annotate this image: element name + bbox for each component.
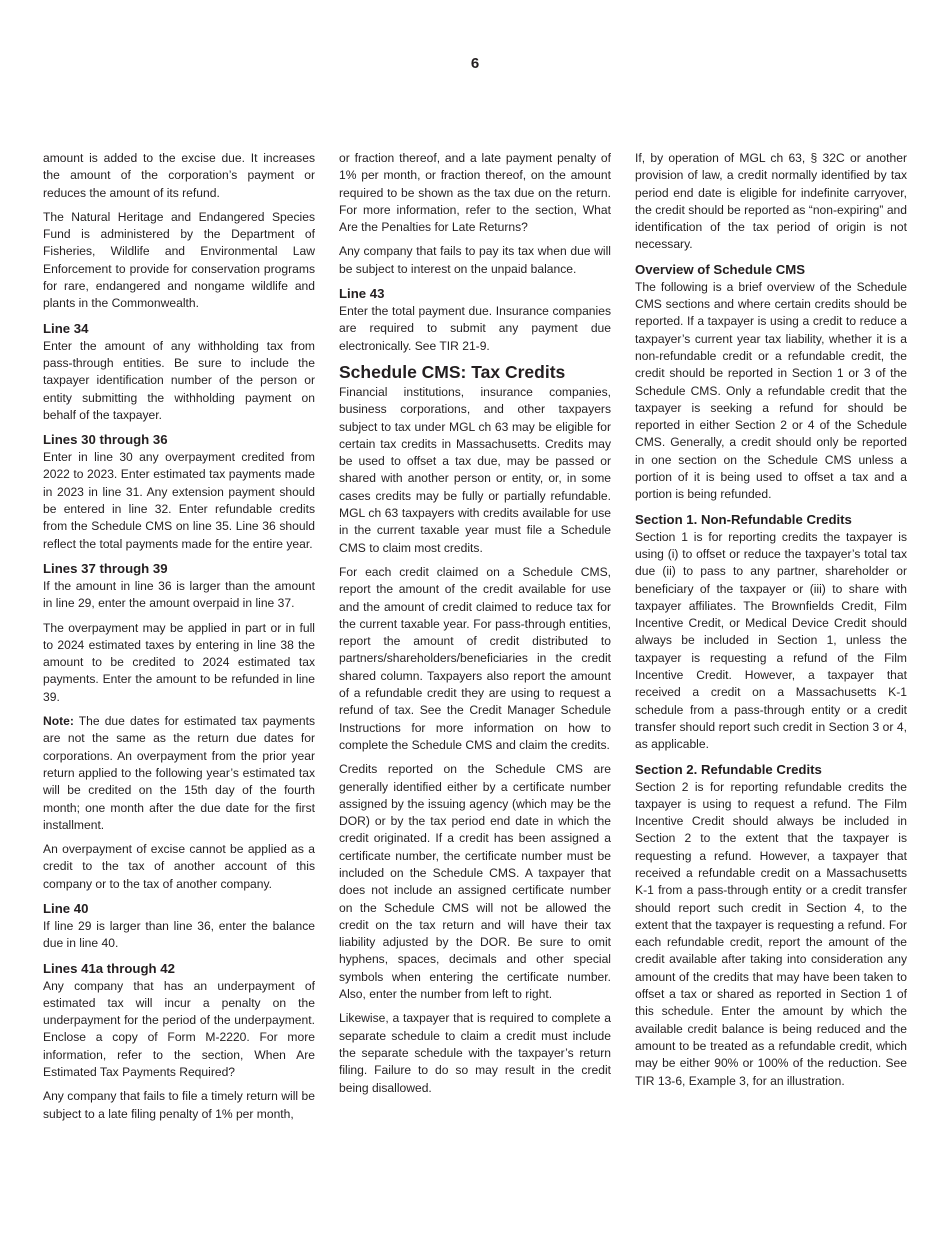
paragraph: An overpayment of excise cannot be applied as a credit to the tax of another account of this company or to the tax of another company. [43, 842, 315, 891]
section-heading: Lines 37 through 39 [43, 560, 168, 576]
section-heading: Line 43 [339, 286, 385, 302]
paragraph: Section 1 is for reporting credits the taxpayer is using (i) to offset or reduce the taxpayer’s total tax due (ii) to pass to any partner, shareholder or beneficiary of the taxpayer or (iii) to share with taxpayer affiliates. The Brownfields Credit, Film Incentive Credit, or Medical Device Credit should always be included in Section 1, unless the taxpayer is requesting a refund of the Film Incentive Credit. However, a taxpayer that received a credit on a Massachusetts K-1 schedule from a pass-through entity or a credit transfer should report such credit in Section 3 or 4, as applicable. [635, 529, 907, 752]
paragraph: For each credit claimed on a Schedule CMS, report the amount of the credit available for use and the amount of credit claimed to reduce tax for the current taxable year. For pass-through entities, report the amount of credit distributed to partners/shareholders/beneficiaries in the credit shared column. Taxpayers also report the amount of a refundable credit they are using to request a refund of tax. See the Credit Manager Schedule Instructions for more information on how to complete the Schedule CMS and claim the credits. [339, 564, 611, 752]
section-heading: Lines 41a through 42 [43, 960, 175, 976]
paragraph: or fraction thereof, and a late payment penalty of 1% per month, or fraction thereof, on the amount required to be shown as the tax due on the return. For more information, refer to the section, What Are the Penalties for Late Returns? [339, 151, 611, 235]
section-heading: Line 40 [43, 900, 89, 916]
paragraph: The following is a brief overview of the Schedule CMS sections and where certain credits should be reported. If a taxpayer is using a credit to reduce a taxpayer’s current year tax liability, whether it is a non-refundable credit or a refundable credit, the credit should be reported in Section 1 or 3 of the Schedule CMS. Only a refundable credit that the taxpayer is seeking a refund for should be reported in either Section 2 or 4 of the Schedule CMS. Generally, a credit should only be reported in one section on the Schedule CMS unless a portion of it is being used to offset a tax and a portion is being refunded. [635, 279, 907, 502]
column-left [43, 150, 315, 1130]
paragraph: Enter in line 30 any overpayment credited from 2022 to 2023. Enter estimated tax payments made in 2023 in line 31. Any extension payment should be entered in line 32. Enter refundable credits from the Schedule CMS on line 35. Line 36 should reflect the total payments made for the entire year. [43, 450, 315, 551]
paragraph: The overpayment may be applied in part or in full to 2024 estimated taxes by entering in line 38 the amount to be credited to 2024 estimated tax payments. Enter the amount to be refunded in line 39. [43, 620, 315, 704]
paragraph: Financial institutions, insurance companies, business corporations, and other taxpayers subject to tax under MGL ch 63 may be eligible for certain tax credits in Massachusetts. Credits may be used to offset a tax due, may be passed or shared with another person or entity, or, in some cases credits may be fully or partially refundable. MGL ch 63 taxpayers with credits available for use in the current taxable year must file a Schedule CMS to claim most credits. [339, 384, 611, 555]
section-heading: Section 1. Non-Refundable Credits [635, 511, 852, 527]
section-heading: Overview of Schedule CMS [635, 261, 806, 277]
note-label: Note: [43, 714, 74, 729]
column-right [635, 150, 907, 1097]
paragraph: Any company that fails to file a timely return will be subject to a late filing penalty of 1% per month, [43, 1089, 315, 1121]
paragraph: Section 2 is for reporting refundable credits the taxpayer is using to request a refund. The Film Incentive Credit should always be included in Section 2 to the extent that the taxpayer is requesting a refund. However, a taxpayer that received a refundable credit on a Massachusetts K-1 from a pass-through entity or a credit transfer should report such credit in Section 4, to the extent that the taxpayer is requesting a refund. For each refundable credit, report the amount of the credit available after taking into consideration any amount of the credits that may have been taken to offset a tax or shared as reported in Section 1 of this schedule. Enter the amount by which the available credit balance is being reduced and the amount to be treated as a refundable credit, which may be either 90% or 100% of the reduction. See TIR 13-6, Example 3, for an illustration. [635, 779, 907, 1088]
section-heading: Line 34 [43, 320, 89, 336]
section-heading: Section 2. Refundable Credits [635, 761, 822, 777]
paragraph: Credits reported on the Schedule CMS are generally identified either by a certificate number assigned by the issuing agency (which may be the DOR) or by the tax period end date in which the credit originated. If a credit has been assigned a certificate number, the certificate number must be included on the Schedule CMS. A taxpayer that does not include an assigned certificate number on the Schedule CMS will not be allowed the credit on the tax return and will have their tax liability adjusted by the DOR. Be sure to omit hyphens, spaces, decimals and other special symbols when entering the certificate number. Also, enter the number from left to right. [339, 762, 611, 1002]
paragraph: If line 29 is larger than line 36, enter the balance due in line 40. [43, 918, 315, 951]
note-text: The due dates for estimated tax payments are not the same as the return due dates for corporations. An overpayment from the prior year return applied to the following year’s estimated tax will be credited on the 15th day of the fourth month; one month after the due date for the first installment. [43, 714, 315, 832]
paragraph: amount is added to the excise due. It increases the amount of the corporation’s payment or reduces the amount of its refund. [43, 151, 315, 200]
paragraph: Likewise, a taxpayer that is required to complete a separate schedule to claim a credit must include the separate schedule with the taxpayer’s return filing. Failure to do so may result in the credit being disallowed. [339, 1011, 611, 1095]
section-heading: Lines 30 through 36 [43, 432, 168, 448]
paragraph: Enter the amount of any withholding tax from pass-through entities. Be sure to include the taxpayer identification number of the person or entity submitting the withholding payment on behalf of the taxpayer. [43, 338, 315, 422]
page-number: 6 [470, 55, 480, 72]
note-paragraph [43, 713, 315, 834]
paragraph: Enter the total payment due. Insurance companies are required to submit any payment due electronically. See TIR 21-9. [339, 304, 611, 353]
paragraph: Any company that has an underpayment of estimated tax will incur a penalty on the underpayment for the period of the underpayment. Enclose a copy of Form M-2220. For more information, refer to the section, When Are Estimated Tax Payments Required? [43, 978, 315, 1080]
paragraph: If the amount in line 36 is larger than the amount in line 29, enter the amount overpaid in line 37. [43, 578, 315, 611]
schedule-cms-heading: Schedule CMS: Tax Credits [339, 361, 566, 382]
paragraph: The Natural Heritage and Endangered Species Fund is administered by the Department of Fisheries, Wildlife and Environmental Law Enforcement to provide for conservation programs for rare, endangered and nongame wildlife and plants in the Commonwealth. [43, 209, 315, 311]
paragraph: If, by operation of MGL ch 63, § 32C or another provision of law, a credit normally identified by tax period end date is eligible for indefinite carryover, the credit should be reported as “non-expiring” and identification of the tax period of origin is not necessary. [635, 151, 907, 252]
paragraph: Any company that fails to pay its tax when due will be subject to interest on the unpaid balance. [339, 244, 611, 276]
column-middle [339, 150, 611, 1104]
